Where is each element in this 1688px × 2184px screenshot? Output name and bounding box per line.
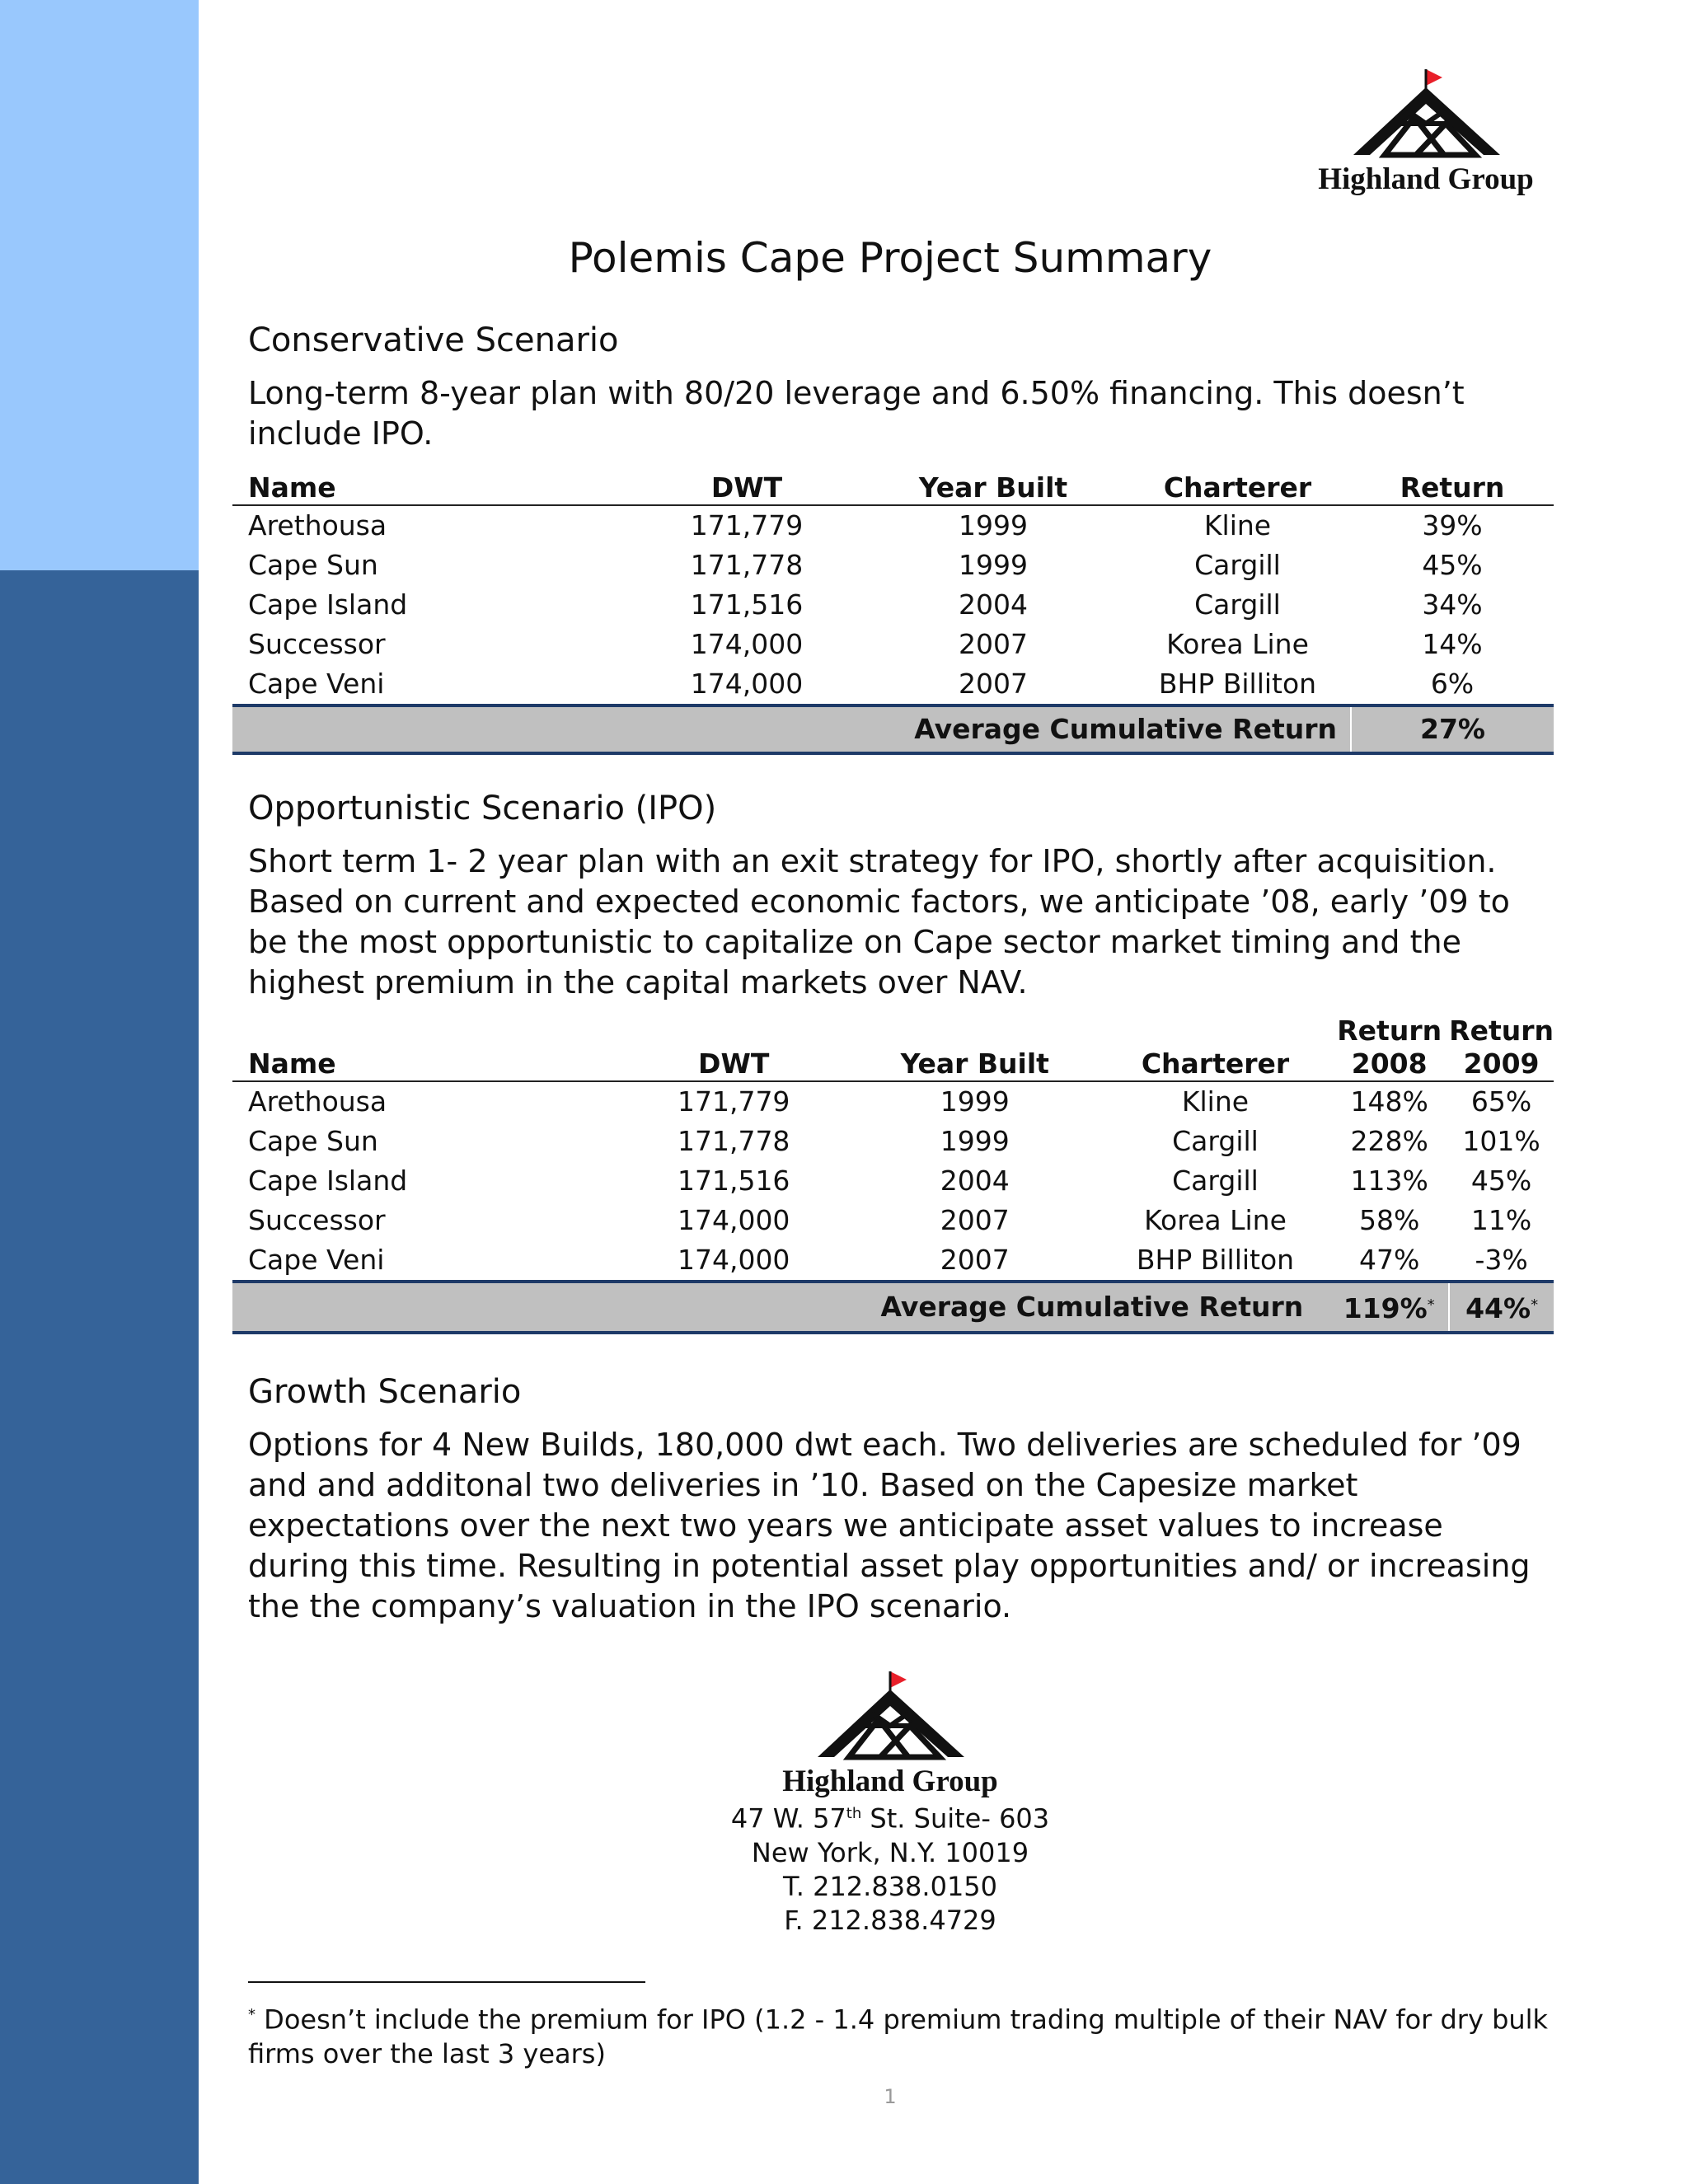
table-row <box>232 585 1554 625</box>
opportunistic-table <box>232 1012 1554 1334</box>
footnote-marker: * <box>1427 1296 1435 1314</box>
cell-charterer: Cargill <box>1194 588 1281 621</box>
growth-heading: Growth Scenario <box>248 1373 522 1411</box>
table-row <box>232 1122 1554 1161</box>
cell-year: 2007 <box>959 668 1028 700</box>
cell-name: Cape Island <box>248 1165 408 1197</box>
cell-dwt: 171,778 <box>677 1125 790 1157</box>
brand-name: Highland Group <box>1318 162 1534 196</box>
col-header-name: Name <box>248 1047 336 1080</box>
conservative-table <box>232 462 1554 755</box>
table-row <box>232 1161 1554 1201</box>
total-2008-value: 119% <box>1343 1292 1428 1324</box>
growth-description: Options for 4 New Builds, 180,000 dwt each. Two deliveries are scheduled for ’09 and and additonal two deliveries in ’10. Based on the Capesize market expectations over the next two years we anticipate asset values to increase during this time. Resulting in potential asset play opportunities and/ or increasing the the company’s valuation in the IPO scenario. <box>248 1427 1531 1624</box>
table-header-row <box>232 462 1554 505</box>
cell-name: Cape Veni <box>248 1244 385 1276</box>
cell-return: 34% <box>1422 588 1483 621</box>
header-logo <box>1302 63 1550 197</box>
col-header-year-label: 2008 <box>1351 1047 1428 1080</box>
cell-year: 2007 <box>940 1244 1010 1276</box>
cell-name: Cape Island <box>248 588 408 621</box>
opportunistic-heading: Opportunistic Scenario (IPO) <box>248 790 717 827</box>
cell-dwt: 174,000 <box>690 668 804 700</box>
total-value-2009 <box>1449 1282 1554 1333</box>
col-header-dwt: DWT <box>698 1047 770 1080</box>
total-2009-value: 44% <box>1465 1292 1531 1324</box>
cell-charterer: BHP Billiton <box>1136 1244 1295 1276</box>
address-fax: F. 212.838.4729 <box>784 1904 996 1936</box>
address-block <box>0 1797 1688 1938</box>
sidebar-light-band <box>0 0 199 570</box>
cell-dwt: 174,000 <box>677 1244 790 1276</box>
cell-return-2008: 228% <box>1350 1125 1428 1157</box>
cell-year: 1999 <box>959 549 1028 581</box>
cell-year: 1999 <box>940 1085 1010 1118</box>
cell-dwt: 174,000 <box>677 1204 790 1236</box>
cell-return-2009: 101% <box>1462 1125 1540 1157</box>
table-row <box>232 1201 1554 1240</box>
cell-name: Successor <box>248 1204 386 1236</box>
brand-name: Highland Group <box>782 1765 998 1798</box>
total-row <box>232 705 1554 753</box>
cell-year: 2007 <box>959 628 1028 660</box>
cell-year: 1999 <box>959 509 1028 541</box>
cell-year: 2004 <box>940 1165 1010 1197</box>
footnote-marker: * <box>248 2006 256 2023</box>
col-header-year-label: 2009 <box>1463 1047 1540 1080</box>
col-header-charterer: Charterer <box>1141 1047 1290 1080</box>
cell-year: 1999 <box>940 1125 1010 1157</box>
conservative-heading: Conservative Scenario <box>248 321 619 359</box>
cell-name: Arethousa <box>248 1085 387 1118</box>
page-number: 1 <box>884 2085 897 2108</box>
footnote-marker: * <box>1531 1296 1539 1314</box>
cell-dwt: 171,779 <box>690 509 804 541</box>
cell-charterer: Kline <box>1203 509 1272 541</box>
cell-return: 6% <box>1430 668 1475 700</box>
address-city: New York, N.Y. 10019 <box>751 1836 1029 1868</box>
cell-charterer: Kline <box>1181 1085 1250 1118</box>
cell-dwt: 171,516 <box>677 1165 790 1197</box>
cell-return: 45% <box>1422 549 1483 581</box>
cell-name: Successor <box>248 628 386 660</box>
footer-logo <box>767 1665 1014 1799</box>
footnote <box>248 1998 1559 2071</box>
address-street: 47 W. 57th St. Suite- 603 <box>730 1802 1050 1835</box>
table-row <box>232 1240 1554 1282</box>
cell-charterer: Cargill <box>1194 549 1281 581</box>
table-row <box>232 546 1554 585</box>
opportunistic-description: Short term 1- 2 year plan with an exit strategy for IPO, shortly after acquisition. Based on current and expected economic factors, we anticipate ’08, early ’09 to be the most opportunistic to capitalize on Cape sector market timing and the highest premium in the capital markets over NAV. <box>248 843 1510 1001</box>
col-header-charterer: Charterer <box>1163 471 1312 504</box>
cell-charterer: Cargill <box>1172 1165 1259 1197</box>
col-header-year-built: Year Built <box>918 471 1068 504</box>
cell-name: Cape Sun <box>248 1125 378 1157</box>
cell-dwt: 171,778 <box>690 549 804 581</box>
cell-charterer: Korea Line <box>1166 628 1309 660</box>
page-title: Polemis Cape Project Summary <box>568 234 1212 282</box>
cell-name: Cape Sun <box>248 549 378 581</box>
total-label: Average Cumulative Return <box>880 1291 1304 1323</box>
col-header-return-2008 <box>1329 1012 1449 1081</box>
mountain-flag-icon <box>1343 63 1508 162</box>
cell-return: 14% <box>1422 628 1483 660</box>
mountain-flag-icon <box>808 1665 973 1764</box>
cell-return-2009: 65% <box>1470 1085 1532 1118</box>
cell-return-2009: 11% <box>1470 1204 1532 1236</box>
table-row <box>232 505 1554 546</box>
cell-year: 2004 <box>959 588 1028 621</box>
total-value: 27% <box>1351 705 1554 753</box>
col-header-return: Return <box>1400 471 1505 504</box>
address-phone: T. 212.838.0150 <box>782 1870 998 1902</box>
col-header-return-label: Return <box>1337 1015 1442 1047</box>
cell-return-2008: 47% <box>1359 1244 1420 1276</box>
cell-return: 39% <box>1422 509 1483 541</box>
table-header-row <box>232 1012 1554 1081</box>
col-header-name: Name <box>248 471 336 504</box>
conservative-description: Long-term 8-year plan with 80/20 leverage and 6.50% financing. This doesn’t include IPO. <box>248 375 1465 452</box>
footnote-divider <box>248 1981 645 1983</box>
cell-charterer: BHP Billiton <box>1158 668 1317 700</box>
cell-dwt: 171,516 <box>690 588 804 621</box>
col-header-return-2009 <box>1449 1012 1554 1081</box>
cell-return-2009: -3% <box>1475 1244 1528 1276</box>
table-row <box>232 664 1554 705</box>
col-header-return-label: Return <box>1449 1015 1554 1047</box>
cell-year: 2007 <box>940 1204 1010 1236</box>
table-row <box>232 625 1554 664</box>
cell-name: Arethousa <box>248 509 387 541</box>
total-value-2008 <box>1329 1282 1449 1333</box>
cell-return-2009: 45% <box>1470 1165 1532 1197</box>
cell-charterer: Cargill <box>1172 1125 1259 1157</box>
cell-dwt: 171,779 <box>677 1085 790 1118</box>
col-header-dwt: DWT <box>710 471 783 504</box>
total-row <box>232 1282 1554 1333</box>
cell-return-2008: 113% <box>1350 1165 1428 1197</box>
cell-return-2008: 58% <box>1359 1204 1420 1236</box>
cell-charterer: Korea Line <box>1144 1204 1287 1236</box>
footnote-text: Doesn’t include the premium for IPO (1.2 - 1.4 premium trading multiple of their NAV for dry bulk firms over the last 3 years) <box>248 2004 1549 2069</box>
cell-return-2008: 148% <box>1350 1085 1428 1118</box>
cell-dwt: 174,000 <box>690 628 804 660</box>
col-header-year-built: Year Built <box>900 1047 1049 1080</box>
cell-name: Cape Veni <box>248 668 385 700</box>
table-row <box>232 1081 1554 1122</box>
sidebar-dark-band <box>0 570 199 2184</box>
total-label: Average Cumulative Return <box>914 713 1337 745</box>
